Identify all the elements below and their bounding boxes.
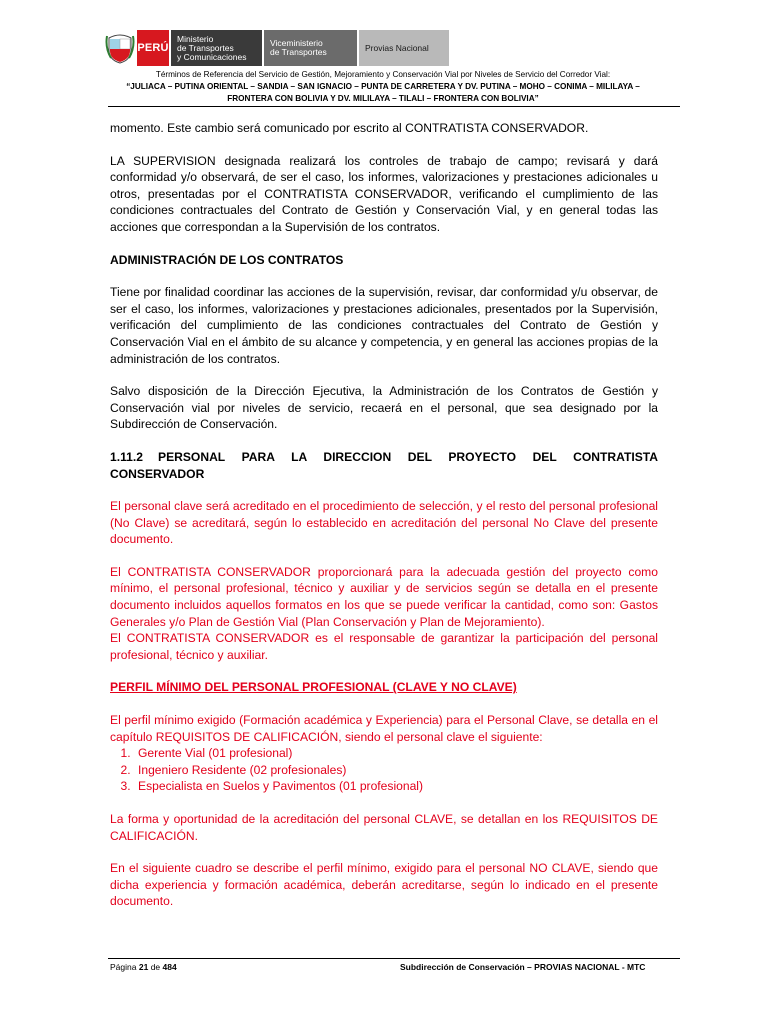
paragraph-9: La forma y oportunidad de la acreditación del personal CLAVE, se detallan en los REQUISITOS DE CALIFICACIÓN.	[110, 812, 658, 843]
viceministerio-logo-text: Viceministerio de Transportes	[270, 38, 327, 57]
heading-section-1-11-2	[110, 449, 658, 482]
personal-clave-list	[110, 745, 658, 795]
paragraph-3: Tiene por finalidad coordinar las acciones de la supervisión, revisar, dar conformidad y/u observar, de ser el caso, los informes, valorizaciones y prestaciones adicionales, presentados por la Supervisión, verificación del cumplimiento de las condiciones contractuales del Contrato de Gestión y Conservación Vial en el ámbito de su alcance y competencia, y en general las acciones propias de la administración de los contratos.	[110, 285, 658, 366]
ministerio-logo-text: Ministerio de Transportes y Comunicaciones	[177, 33, 247, 62]
ministerio-logo	[169, 30, 262, 66]
viceministerio-logo	[262, 30, 357, 66]
peru-logo: PERÚ	[137, 30, 169, 66]
paragraph-7: El CONTRATISTA CONSERVADOR es el responsable de garantizar la participación del personal profesional, técnico y auxiliar.	[110, 631, 658, 662]
document-header	[108, 69, 658, 105]
section-title: PERSONAL PARA LA DIRECCION DEL PROYECTO DEL CONTRATISTA CONSERVADOR	[110, 449, 658, 481]
page-current: 21	[138, 962, 149, 972]
page-total: 484	[162, 962, 177, 972]
header-divider	[108, 106, 680, 107]
footer-divider	[108, 958, 680, 959]
list-item: 2. Ingeniero Residente (02 profesionales)	[134, 762, 658, 779]
paragraph-10: En el siguiente cuadro se describe el perfil mínimo, exigido para el personal NO CLAVE, siendo que dicha experiencia y formación académica, deberán acreditarse, según lo indicado en el presente documento.	[110, 861, 658, 909]
header-line-3: FRONTERA CON BOLIVIA Y DV. MILILAYA – TILALI – FRONTERA CON BOLIVIA”	[227, 94, 539, 103]
document-body	[110, 120, 658, 926]
paragraph-8: El perfil mínimo exigido (Formación académica y Experiencia) para el Personal Clave, se detalla en el capítulo REQUISITOS DE CALIFICACIÓN, siendo el personal clave el siguiente:	[110, 713, 658, 744]
paragraph-4: Salvo disposición de la Dirección Ejecutiva, la Administración de los Contratos de Gestión y Conservación vial por niveles de servicio, recaerá en el personal, que sea designado por la Subdirección de Conservación.	[110, 384, 658, 432]
list-item: 1. Gerente Vial (01 profesional)	[134, 745, 658, 762]
header-line-1: Términos de Referencia del Servicio de Gestión, Mejoramiento y Conservación Vial por Niveles de Servicio del Corredor Vial:	[155, 70, 611, 79]
heading-perfil-minimo: PERFIL MÍNIMO DEL PERSONAL PROFESIONAL (CLAVE Y NO CLAVE)	[110, 680, 517, 695]
provias-logo-text: Provias Nacional	[365, 42, 429, 53]
paragraph-5: El personal clave será acreditado en el procedimiento de selección, y el resto del personal profesional (No Clave) se acreditará, según lo establecido en acreditación del personal No Clave del presente documento.	[110, 499, 658, 547]
footer-department: Subdirección de Conservación – PROVIAS NACIONAL - MTC	[400, 962, 646, 972]
list-item: 3. Especialista en Suelos y Pavimentos (01 profesional)	[134, 778, 658, 795]
page-label: Página	[110, 962, 137, 972]
section-number: 1.11.2	[110, 449, 143, 464]
page-of: de	[150, 962, 161, 972]
heading-administracion: ADMINISTRACIÓN DE LOS CONTRATOS	[110, 252, 344, 267]
paragraph-1: momento. Este cambio será comunicado por escrito al CONTRATISTA CONSERVADOR.	[110, 121, 589, 135]
coat-of-arms-icon	[103, 30, 137, 66]
paragraph-6: El CONTRATISTA CONSERVADOR proporcionará para la adecuada gestión del proyecto como mínimo, el personal profesional, técnico y auxiliar y de servicios según se detalla en el presente documento incluidos aquellos formatos en los que se puede verificar la cantidad, como son: Gastos Generales y/o Plan de Gestión Vial (Plan Conservación y Plan de Mejoramiento).	[110, 564, 658, 629]
page-number	[110, 962, 177, 972]
provias-logo	[357, 30, 449, 66]
paragraph-2: LA SUPERVISION designada realizará los controles de trabajo de campo; revisará y dará conformidad y/o observará, de ser el caso, los informes, valorizaciones y prestaciones adicionales u otros, presentadas por el CONTRATISTA CONSERVADOR, verificando el cumplimiento de las condiciones contractuales del Contrato de Gestión y Conservación Vial, y en general todas las acciones que correspondan a la Supervisión de los contratos.	[110, 153, 658, 234]
header-line-2: “JULIACA – PUTINA ORIENTAL – SANDIA – SAN IGNACIO – PUNTA DE CARRETERA Y DV. PUTINA – MOHO – CONIMA – MILILAYA –	[126, 82, 640, 91]
header-logo-strip	[103, 30, 449, 66]
